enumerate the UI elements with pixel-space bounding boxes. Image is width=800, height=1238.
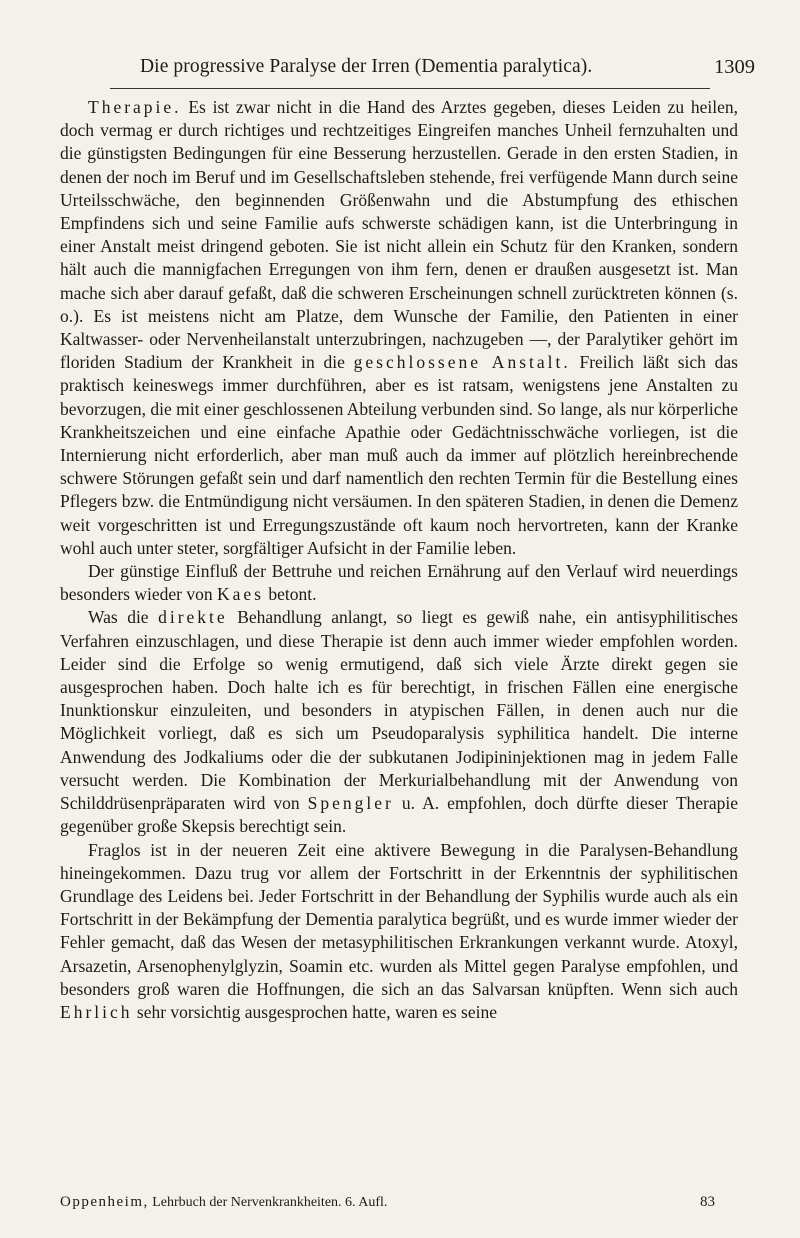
footer-author: Oppenheim, <box>60 1194 149 1210</box>
paragraph <box>60 839 738 1025</box>
emphasized-text: direkte <box>158 607 228 628</box>
emphasized-text: Ehrlich <box>60 1001 133 1022</box>
paragraph-text: Fraglos ist in der neueren Zeit eine aktivere Bewegung in die Paralysen-Behandlung hineingekommen. Dazu trug vor allem der Fortschritt in der Erkenntnis der syphilitischen Grundlage des Leidens bei. Jeder Fortschritt in der Behandlung der Syphilis wurde auch als ein Fortschritt in der Bekämpfung der Dementia paralytica begrüßt, und es wurde immer wieder der Fehler gemacht, daß das Wesen der metasyphilitischen Erkrankungen verkannt wurde. Atoxyl, Arsazetin, Arsenophenylglyzin, Soamin etc. wurden als Mittel gegen Paralyse empfohlen, und besonders groß waren die Hoffnungen, die sich an das Salvarsan knüpften. Wenn sich auch <box>60 839 738 999</box>
paragraph <box>60 560 738 606</box>
emphasized-text: Kaes <box>216 584 264 605</box>
paragraph <box>60 606 738 838</box>
page-header <box>0 56 800 86</box>
paragraph-text: Was die <box>88 607 159 628</box>
footer-reference <box>60 1194 387 1211</box>
paragraph-text: Der günstige Einfluß der Bettruhe und reichen Ernährung auf den Verlauf wird neuerdings besonders wieder von <box>60 561 738 605</box>
footer-book-title: Lehrbuch der Nervenkrankheiten. 6. Aufl. <box>148 1195 388 1210</box>
signature-mark: 83 <box>700 1194 715 1210</box>
paragraph-text: u. A. empfohlen, doch dürfte dieser Therapie gegenüber große Skepsis berechtigt sein. <box>60 793 738 837</box>
page-number: 1309 <box>714 56 755 78</box>
paragraph-text: betont. <box>263 584 317 605</box>
paragraph-text: Behandlung anlangt, so liegt es gewiß nahe, ein antisyphilitisches Verfahren einzuschlagen, und diese Therapie ist denn auch immer wieder empfohlen worden. Leider sind die Erfolge so wenig ermutigend, daß sich viele Ärzte direkt gegen sie ausgesprochen haben. Doch halte ich es für berechtigt, in frischen Fällen eine energische Inunktionskur einzuleiten, und besonders in atypischen Fällen, in denen auch nur die Möglichkeit vorliegt, daß es sich um Pseudoparalysis syphilitica handelt. Die interne Anwendung des Jodkaliums oder die der subkutanen Jodipininjektionen mag in jedem Falle versucht werden. Die Kombination der Merkurialbehandlung mit der Anwendung von Schilddrüsenpräparaten wird von <box>60 607 738 814</box>
emphasized-text: geschlossene Anstalt. <box>353 352 571 373</box>
header-rule <box>110 88 710 89</box>
page-footer <box>60 1194 730 1216</box>
emphasized-text: Therapie. <box>88 97 182 117</box>
paragraph <box>60 96 738 560</box>
body-text <box>60 96 738 1024</box>
running-title: Die progressive Paralyse der Irren (Dementia paralytica). <box>140 56 593 77</box>
paragraph-text: sehr vorsichtig ausgesprochen hatte, waren es seine <box>132 1001 497 1022</box>
paragraph-text: Freilich läßt sich das praktisch keineswegs immer durchführen, aber es ist ratsam, wenigstens jene Anstalten zu bevorzugen, die mit einer geschlossenen Abteilung verbunden sind. So lange, als nur körperliche Krankheitszeichen und eine einfache Apathie oder Gedächtnisschwäche vorliegen, ist die Internierung nicht erforderlich, aber man muß auch da immer auf plötzlich hereinbrechende schwere Störungen gefaßt sein und darf namentlich den rechten Termin für die Bestellung eines Pflegers bzw. die Entmündigung nicht versäumen. In den späteren Stadien, in denen die Demenz weit vorgeschritten ist und Erregungszustände oft kaum noch hervortreten, kann der Kranke wohl auch unter steter, sorgfältiger Aufsicht in der Familie leben. <box>60 352 738 558</box>
emphasized-text: Spengler <box>307 793 394 814</box>
paragraph-text: Es ist zwar nicht in die Hand des Arztes gegeben, dieses Leiden zu heilen, doch vermag er durch richtiges und rechtzeitiges Eingreifen manches Unheil fernzuhalten und die günstigsten Bedingungen für eine Besserung herzustellen. Gerade in den ersten Stadien, in denen der noch im Beruf und im Gesellschaftsleben stehende, frei verfügende Mann durch seine Urteilsschwäche, den beginnenden Größenwahn und die Abstumpfung des ethischen Empfindens sich und seine Familie aufs schwerste schädigen kann, ist die Unterbringung in einer Anstalt meist dringend geboten. Sie ist nicht allein ein Schutz für den Kranken, sondern hält auch die mannigfachen Erregungen von ihm fern, denen er draußen ausgesetzt ist. Man mache sich aber darauf gefaßt, daß die schweren Erscheinungen schnell zurücktreten können (s. o.). Es ist meistens nicht am Platze, dem Wunsche der Familie, den Patienten in einer Kaltwasser- oder Nervenheilanstalt unterzubringen, nachzugeben —, der Paralytiker gehört im floriden Stadium der Krankheit in die <box>60 97 738 373</box>
